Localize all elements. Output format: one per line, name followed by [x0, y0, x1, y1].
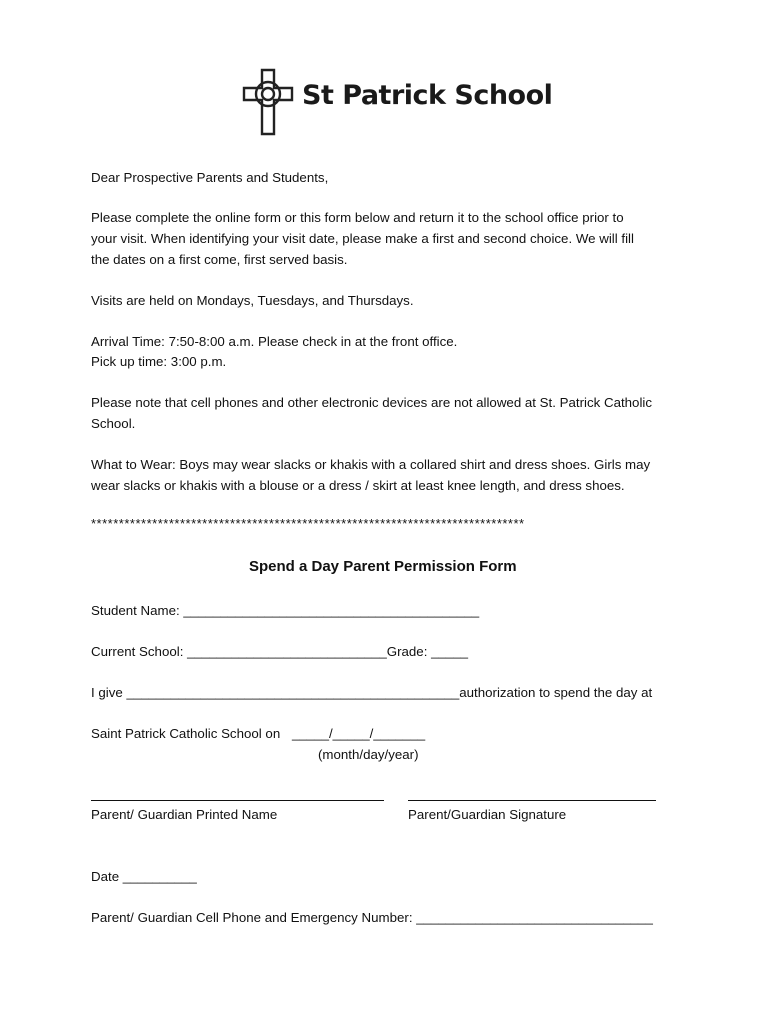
celtic-cross-icon [240, 68, 296, 136]
authorization-field[interactable]: I give _____________________________________________authorization to spend the day at [91, 685, 653, 700]
visit-date-label: Saint Patrick Catholic School on [91, 726, 281, 741]
dress-code-line2: wear slacks or khakis with a blouse or a dress / skirt at least knee length, and dress shoes. [91, 478, 625, 493]
paragraph-instructions-line2: your visit. When identifying your visit date, please make a first and second choice. We will fill [91, 231, 634, 246]
greeting: Dear Prospective Parents and Students, [91, 170, 329, 185]
printed-name-label: Parent/ Guardian Printed Name [91, 807, 278, 822]
current-school-field[interactable]: Current School: ___________________________Grade: _____ [91, 644, 469, 659]
signature-line[interactable] [408, 800, 656, 801]
paragraph-instructions-line3: the dates on a first come, first served basis. [91, 252, 348, 267]
phones-note-line2: School. [91, 416, 136, 431]
emergency-phone-field[interactable]: Parent/ Guardian Cell Phone and Emergency Number: ________________________________ [91, 910, 653, 925]
form-title: Spend a Day Parent Permission Form [249, 558, 517, 575]
date-format-hint: (month/day/year) [318, 747, 419, 762]
phones-note-line1: Please note that cell phones and other electronic devices are not allowed at St. Patrick Catholic [91, 395, 653, 410]
dress-code-line1: What to Wear: Boys may wear slacks or khakis with a collared shirt and dress shoes. Girls may [91, 457, 651, 472]
date-field[interactable]: Date __________ [91, 869, 197, 884]
paragraph-instructions-line1: Please complete the online form or this form below and return it to the school office prior to [91, 210, 624, 225]
school-logo [240, 68, 553, 136]
printed-name-line[interactable] [91, 800, 384, 801]
separator: ****************************************************************************** [91, 516, 525, 531]
logo-text: St Patrick School [302, 80, 553, 111]
visit-date-field[interactable]: _____/_____/_______ [292, 726, 426, 741]
pickup-time: Pick up time: 3:00 p.m. [91, 354, 227, 369]
visit-days: Visits are held on Mondays, Tuesdays, and Thursdays. [91, 293, 414, 308]
arrival-time: Arrival Time: 7:50-8:00 a.m. Please check in at the front office. [91, 334, 458, 349]
signature-label: Parent/Guardian Signature [408, 807, 567, 822]
student-name-field[interactable]: Student Name: ________________________________________ [91, 603, 480, 618]
